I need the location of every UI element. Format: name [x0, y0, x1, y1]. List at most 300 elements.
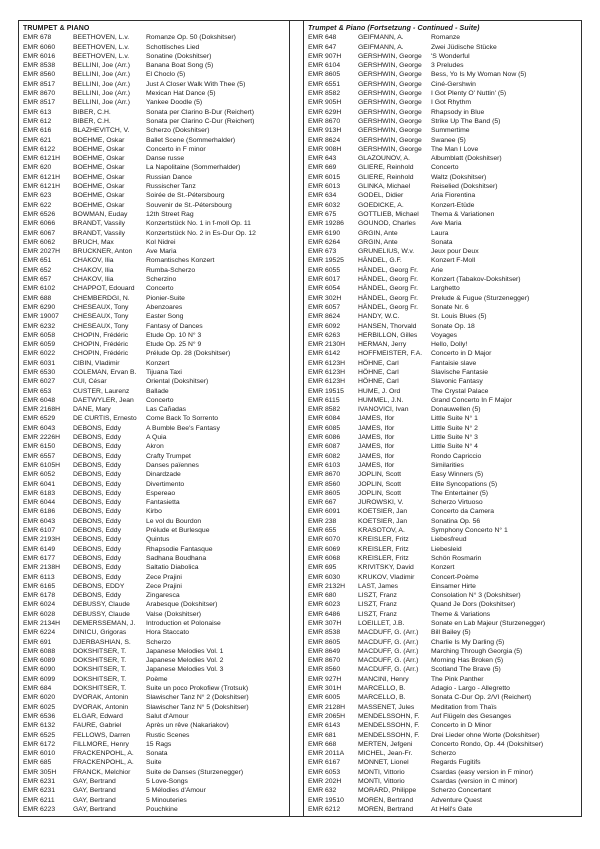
cell-composer: JUROWSKI, V.: [358, 499, 404, 507]
cell-title: Rhapsody in Blue: [431, 108, 485, 116]
cell-composer: FRACKENPOHL, A.: [73, 759, 134, 767]
cell-title: Romanze: [431, 34, 461, 42]
table-row: [23, 628, 288, 637]
cell-composer: HÄNDEL, Georg Fr.: [358, 266, 419, 274]
column-divider-gap: [290, 21, 303, 816]
table-row: [23, 396, 288, 405]
table-row: [23, 145, 288, 154]
table-row: [308, 582, 580, 591]
cell-emr: EMR 8605: [308, 489, 341, 497]
cell-emr: EMR 6113: [23, 573, 55, 581]
table-row: [308, 777, 580, 786]
cell-title: Hora Staccato: [146, 629, 190, 637]
cell-title: Saltatio Diabolica: [146, 564, 199, 572]
cell-composer: DJERBASHIAN, S.: [73, 638, 131, 646]
cell-emr: EMR 657: [23, 276, 52, 284]
cell-emr: EMR 684: [23, 685, 52, 693]
table-row: [23, 545, 288, 554]
cell-composer: DVORAK, Antonin: [73, 703, 129, 711]
table-row: [23, 675, 288, 684]
cell-title: Concerto in D Major: [431, 350, 492, 358]
table-row: [308, 43, 580, 52]
cell-emr: EMR 905H: [308, 99, 342, 107]
cell-title: 5 Love-Songs: [146, 778, 188, 786]
cell-title: Donauwellen (5): [431, 406, 481, 414]
right-column-header: Trumpet & Piano (Fortsetzung - Continued - Suite): [308, 25, 480, 32]
cell-composer: BRANDT, Vassily: [73, 220, 125, 228]
cell-composer: GERSHWIN, George: [358, 90, 422, 98]
cell-title: Morning Has Broken (5): [431, 657, 504, 665]
cell-title: Regards Fugitifs: [431, 759, 481, 767]
cell-title: Rumba-Scherzo: [146, 266, 196, 274]
cell-title: Kol Nidrei: [146, 238, 176, 246]
table-row: [23, 600, 288, 609]
cell-emr: EMR 6183: [23, 489, 56, 497]
cell-emr: EMR 8670: [308, 117, 341, 125]
cell-composer: CHAKOV, Ilia: [73, 257, 114, 265]
cell-composer: JAMES, Ifor: [358, 415, 395, 423]
cell-title: Schön Rosmarin: [431, 554, 482, 562]
cell-title: Fantasietta: [146, 499, 180, 507]
cell-title: 12th Street Rag: [146, 210, 194, 218]
cell-title: 5 Minouteries: [146, 796, 187, 804]
table-row: [308, 498, 580, 507]
table-row: [23, 247, 288, 256]
cell-emr: EMR 19515: [308, 387, 344, 395]
table-row: [308, 89, 580, 98]
cell-emr: EMR 6123H: [308, 368, 346, 376]
table-row: [308, 387, 580, 396]
cell-emr: EMR 6060: [23, 43, 56, 51]
cell-title: Liebesleid: [431, 545, 462, 553]
cell-title: Concerto in F minor: [146, 145, 206, 153]
cell-emr: EMR 6232: [23, 322, 56, 330]
cell-composer: LISZT, Franz: [358, 610, 397, 618]
table-row: [308, 98, 580, 107]
cell-emr: EMR 6099: [23, 675, 56, 683]
cell-title: Concerto: [146, 396, 174, 404]
cell-emr: EMR 6104: [308, 62, 341, 70]
table-row: [308, 331, 580, 340]
table-row: [308, 796, 580, 805]
table-row: [23, 656, 288, 665]
table-row: [23, 452, 288, 461]
cell-emr: EMR 19286: [308, 220, 344, 228]
cell-title: Sonate en Lab Majeur (Sturzenegger): [431, 620, 546, 627]
table-row: [308, 470, 580, 479]
cell-title: I Got Rhythm: [431, 99, 472, 107]
cell-emr: EMR 6088: [23, 647, 56, 655]
cell-emr: EMR 6013: [308, 183, 341, 191]
cell-title: Crafty Trumpet: [146, 452, 191, 460]
cell-title: Ciné-Gershwin: [431, 80, 476, 88]
cell-title: Ballet Scene (Sommerhalder): [146, 136, 236, 144]
cell-composer: LOEILLET, J.B.: [358, 620, 405, 627]
cell-emr: EMR 6023: [308, 601, 341, 609]
cell-emr: EMR 302H: [308, 294, 342, 302]
cell-emr: EMR 907H: [308, 52, 342, 60]
cell-composer: MACDUFF, G. (Arr.): [358, 638, 419, 646]
cell-emr: EMR 238: [308, 517, 337, 525]
cell-emr: EMR 6178: [23, 592, 56, 600]
cell-emr: EMR 6211: [23, 796, 55, 804]
table-row: [23, 796, 288, 805]
cell-emr: EMR 6231: [23, 787, 56, 795]
cell-composer: MACDUFF, G. (Arr.): [358, 647, 419, 655]
table-row: [23, 33, 288, 42]
cell-emr: EMR 6084: [308, 415, 341, 423]
cell-composer: KRUKOV, Vladimir: [358, 573, 415, 581]
cell-composer: DEBONS, Eddy: [73, 517, 121, 525]
table-row: [308, 377, 580, 386]
cell-composer: GOTTLIEB, Michael: [358, 210, 419, 218]
cell-composer: BELLINI, Joe (Arr.): [73, 99, 131, 107]
cell-emr: EMR 6068: [308, 554, 341, 562]
table-row: [23, 731, 288, 740]
table-row: [23, 312, 288, 321]
cell-title: Hello, Dolly!: [431, 341, 468, 349]
cell-emr: EMR 675: [308, 210, 337, 218]
table-row: [308, 647, 580, 656]
cell-composer: DEBONS, EDDY: [73, 582, 125, 590]
cell-title: Sadhana Boudhana: [146, 554, 207, 562]
table-row: [308, 591, 580, 600]
cell-emr: EMR 613: [23, 108, 52, 116]
table-row: [23, 647, 288, 656]
cell-composer: ELGAR, Edward: [73, 712, 123, 720]
cell-title: Csardas (easy version in F minor): [431, 768, 533, 776]
cell-composer: GLIERE, Reinhold: [358, 173, 414, 181]
cell-composer: DEBONS, Eddy: [73, 480, 121, 488]
table-row: [23, 368, 288, 377]
cell-emr: EMR 688: [23, 294, 52, 302]
table-row: [308, 424, 580, 433]
table-row: [23, 665, 288, 674]
cell-title: Reiselied (Dokshitser): [431, 183, 498, 191]
cell-emr: EMR 6149: [23, 545, 56, 553]
cell-title: Konzertstück No. 2 in Es-Dur Op. 12: [146, 229, 256, 237]
table-row: [308, 480, 580, 489]
cell-emr: EMR 202H: [308, 778, 342, 786]
cell-emr: EMR 6123H: [308, 359, 346, 367]
cell-emr: EMR 6150: [23, 443, 56, 451]
cell-title: The Crystal Palace: [431, 387, 489, 395]
cell-composer: DEBONS, Eddy: [73, 527, 121, 535]
table-row: [23, 721, 288, 730]
cell-title: Concerto: [146, 285, 174, 293]
cell-emr: EMR 620: [23, 164, 52, 172]
cell-emr: EMR 8605: [308, 638, 341, 646]
cell-title: Prélude et Burlesque: [146, 527, 210, 535]
cell-title: Little Suite N° 3: [431, 434, 478, 442]
cell-title: Russischer Tanz: [146, 183, 196, 191]
table-row: [308, 163, 580, 172]
table-row: [23, 758, 288, 767]
cell-composer: MASSENET, Jules: [358, 703, 415, 711]
table-row: [23, 322, 288, 331]
cell-emr: EMR 6177: [23, 554, 56, 562]
table-row: [308, 136, 580, 145]
cell-title: Consolation N° 3 (Dokshitser): [431, 592, 521, 600]
cell-composer: GOEDICKE, A.: [358, 201, 404, 209]
table-row: [23, 210, 288, 219]
table-row: [308, 786, 580, 795]
table-row: [308, 731, 580, 740]
cell-title: Japanese Melodies Vol. 3: [146, 666, 224, 674]
right-rows-container: [308, 33, 580, 814]
cell-title: Sonate Nr. 6: [431, 303, 469, 311]
cell-title: Danse russe: [146, 155, 185, 163]
cell-composer: MICHEL, Jean-Fr.: [358, 750, 413, 758]
cell-emr: EMR 6031: [23, 359, 56, 367]
cell-emr: EMR 6025: [23, 703, 56, 711]
cell-composer: BELLINI, Joe (Arr.): [73, 80, 131, 88]
cell-emr: EMR 908H: [308, 145, 342, 153]
cell-emr: EMR 6103: [308, 461, 341, 469]
table-row: [308, 526, 580, 535]
table-row: [308, 349, 580, 358]
cell-composer: KOETSIER, Jan: [358, 508, 408, 516]
catalog-column-left: [19, 21, 290, 816]
cell-emr: EMR 648: [308, 34, 337, 42]
table-row: [308, 201, 580, 210]
table-row: [23, 805, 288, 814]
cell-composer: GODEL, Didier: [358, 192, 404, 200]
cell-emr: EMR 6054: [308, 285, 341, 293]
cell-title: Symphony Concerto N° 1: [431, 527, 508, 535]
cell-composer: KREISLER, Fritz: [358, 536, 409, 544]
cell-composer: HÄNDEL, Georg Fr.: [358, 303, 419, 311]
cell-title: Zece Prajini: [146, 573, 182, 581]
cell-title: Jeux pour Deux: [431, 248, 479, 256]
cell-emr: EMR 6115: [308, 396, 340, 404]
cell-composer: GERSHWIN, George: [358, 127, 422, 135]
table-row: [23, 414, 288, 423]
cell-emr: EMR 6016: [23, 52, 56, 60]
table-row: [308, 117, 580, 126]
table-row: [23, 303, 288, 312]
cell-composer: MONNET, Lionel: [358, 759, 409, 767]
table-row: [23, 526, 288, 535]
table-row: [308, 210, 580, 219]
cell-emr: EMR 680: [308, 592, 337, 600]
cell-composer: MORARD, Philippe: [358, 787, 417, 795]
cell-composer: IVANOVICI, Ivan: [358, 406, 409, 414]
cell-composer: DEBONS, Eddy: [73, 536, 121, 544]
table-row: [308, 33, 580, 42]
cell-emr: EMR 8517: [23, 80, 56, 88]
cell-title: Kirbo: [146, 508, 162, 516]
cell-title: The Man I Love: [431, 145, 479, 153]
cell-composer: DEBONS, Eddy: [73, 471, 121, 479]
table-row: [308, 628, 580, 637]
cell-composer: BRUCH, Max: [73, 238, 114, 246]
cell-title: Fantaisie slave: [431, 359, 477, 367]
cell-composer: GLINKA, Michael: [358, 183, 411, 191]
cell-title: Strike Up The Band (5): [431, 117, 501, 125]
cell-title: Waltz (Dokshitser): [431, 173, 487, 181]
cell-emr: EMR 685: [23, 759, 52, 767]
cell-composer: FILLMORE, Henry: [73, 740, 129, 748]
table-row: [23, 777, 288, 786]
table-row: [23, 470, 288, 479]
cell-emr: EMR 655: [308, 527, 337, 535]
table-row: [23, 554, 288, 563]
cell-composer: FRACKENPOHL, A.: [73, 750, 134, 758]
table-row: [23, 610, 288, 619]
table-row: [308, 749, 580, 758]
cell-composer: GERSHWIN, George: [358, 62, 422, 70]
cell-title: Scherzo: [146, 638, 171, 646]
cell-emr: EMR 6017: [308, 276, 341, 284]
cell-emr: EMR 8560: [308, 480, 341, 488]
cell-composer: HERBILLON, Gilles: [358, 331, 418, 339]
cell-emr: EMR 6122: [23, 145, 56, 153]
table-row: [23, 201, 288, 210]
cell-composer: DOKSHITSER, T.: [73, 675, 127, 683]
cell-composer: MOREN, Bertrand: [358, 805, 414, 813]
table-row: [23, 266, 288, 275]
cell-composer: MENDELSSOHN, F.: [358, 712, 420, 720]
cell-title: Pouchkine: [146, 805, 178, 813]
cell-emr: EMR 6290: [23, 303, 56, 311]
cell-composer: MACDUFF, G. (Arr.): [358, 657, 419, 665]
table-row: [308, 619, 580, 628]
cell-title: Divertimento: [146, 480, 185, 488]
table-row: [308, 684, 580, 693]
table-row: [308, 396, 580, 405]
cell-composer: DEBONS, Eddy: [73, 443, 121, 451]
cell-emr: EMR 6082: [308, 452, 341, 460]
cell-emr: EMR 6529: [23, 415, 56, 423]
cell-composer: CUI, César: [73, 378, 107, 386]
cell-composer: CHESEAUX, Tony: [73, 313, 129, 321]
table-row: [308, 173, 580, 182]
cell-emr: EMR 6041: [23, 480, 56, 488]
cell-emr: EMR 6551: [308, 80, 341, 88]
cell-emr: EMR 6059: [23, 341, 56, 349]
cell-composer: MANCINI, Henry: [358, 675, 409, 683]
cell-composer: HANSEN, Thorvald: [358, 322, 417, 330]
table-row: [23, 349, 288, 358]
cell-title: Ave Maria: [431, 220, 462, 228]
cell-composer: BOEHME, Oskar: [73, 173, 125, 181]
cell-title: Slawischer Tanz N° 2 (Dokshitser): [146, 694, 249, 702]
table-row: [23, 163, 288, 172]
table-row: [308, 573, 580, 582]
cell-composer: MARCELLO, B.: [358, 694, 406, 702]
cell-title: 3 Preludes: [431, 62, 464, 70]
cell-composer: CHESEAUX, Tony: [73, 322, 129, 330]
cell-composer: DAETWYLER, Jean: [73, 396, 134, 404]
cell-title: Abenzoares: [146, 303, 183, 311]
table-row: [23, 461, 288, 470]
cell-emr: EMR 6043: [23, 517, 56, 525]
cell-title: Voyages: [431, 331, 458, 339]
cell-title: Banana Boat Song (5): [146, 62, 214, 70]
cell-emr: EMR 6121H: [23, 183, 61, 191]
cell-emr: EMR 6067: [23, 229, 56, 237]
cell-title: Sonata per Clarino C-Dur (Reichert): [146, 117, 255, 125]
table-row: [308, 70, 580, 79]
cell-emr: EMR 6044: [23, 499, 56, 507]
cell-composer: BELLINI, Joe (Arr.): [73, 90, 131, 98]
cell-emr: EMR 2128H: [308, 703, 346, 711]
cell-title: Sonatina Op. 56: [431, 517, 481, 525]
cell-title: Rondo Capriccio: [431, 452, 482, 460]
cell-title: Meditation from Thaïs: [431, 703, 497, 711]
cell-emr: EMR 6066: [23, 220, 56, 228]
cell-emr: EMR 2168H: [23, 406, 61, 414]
cell-composer: BELLINI, Joe (Arr.): [73, 62, 131, 70]
cell-composer: GERSHWIN, George: [358, 80, 422, 88]
cell-title: Zece Prajini: [146, 582, 182, 590]
cell-title: Schottisches Lied: [146, 43, 200, 51]
table-row: [23, 154, 288, 163]
cell-title: Theme & Variations: [431, 610, 491, 618]
cell-title: Quand Je Dors (Dokshitser): [431, 601, 516, 609]
table-row: [23, 749, 288, 758]
table-row: [23, 591, 288, 600]
table-row: [23, 229, 288, 238]
cell-composer: BIBER, C.H.: [73, 117, 111, 125]
cell-composer: MERTEN, Jefgeni: [358, 740, 413, 748]
table-row: [23, 61, 288, 70]
cell-title: Sonata: [146, 750, 168, 758]
cell-composer: DEBONS, Eddy: [73, 554, 121, 562]
cell-title: Akron: [146, 443, 164, 451]
cell-title: Thema & Variationen: [431, 210, 495, 218]
cell-title: Scherzo Virtuoso: [431, 499, 483, 507]
cell-emr: EMR 8649: [308, 647, 341, 655]
cell-emr: EMR 6105H: [23, 461, 61, 469]
table-row: [23, 359, 288, 368]
catalog-column-right: [303, 21, 581, 816]
cell-emr: EMR 2193H: [23, 536, 61, 544]
cell-composer: CHEMBERDGI, N.: [73, 294, 130, 302]
cell-emr: EMR 6167: [308, 759, 341, 767]
cell-composer: DEBONS, Eddy: [73, 545, 121, 553]
cell-title: Similarities: [431, 461, 464, 469]
cell-title: Konzert F-Moll: [431, 257, 476, 265]
cell-emr: EMR 2132H: [308, 582, 346, 590]
table-row: [23, 284, 288, 293]
table-row: [308, 312, 580, 321]
cell-title: The Pink Panther: [431, 675, 484, 683]
cell-emr: EMR 6092: [308, 322, 341, 330]
table-row: [23, 638, 288, 647]
cell-title: Arabesque (Dokshitser): [146, 601, 218, 609]
cell-emr: EMR 8517: [23, 99, 56, 107]
cell-emr: EMR 681: [308, 731, 337, 739]
cell-title: Adagio - Largo - Allegretto: [431, 685, 510, 693]
cell-composer: GERSHWIN, George: [358, 52, 422, 60]
cell-title: Quintus: [146, 536, 170, 544]
cell-composer: MARCELLO, B.: [358, 685, 406, 693]
cell-composer: CHAPPOT, Edouard: [73, 285, 135, 293]
table-row: [308, 80, 580, 89]
cell-emr: EMR 6264: [308, 238, 341, 246]
table-row: [23, 563, 288, 572]
cell-emr: EMR 8582: [308, 406, 341, 414]
table-row: [23, 117, 288, 126]
cell-title: Zwei Jüdische Stücke: [431, 43, 497, 51]
table-row: [308, 638, 580, 647]
cell-title: Slavonic Fantasy: [431, 378, 483, 386]
cell-emr: EMR 6091: [308, 508, 341, 516]
cell-composer: BOEHME, Oskar: [73, 192, 125, 200]
cell-composer: JAMES, Ifor: [358, 424, 395, 432]
